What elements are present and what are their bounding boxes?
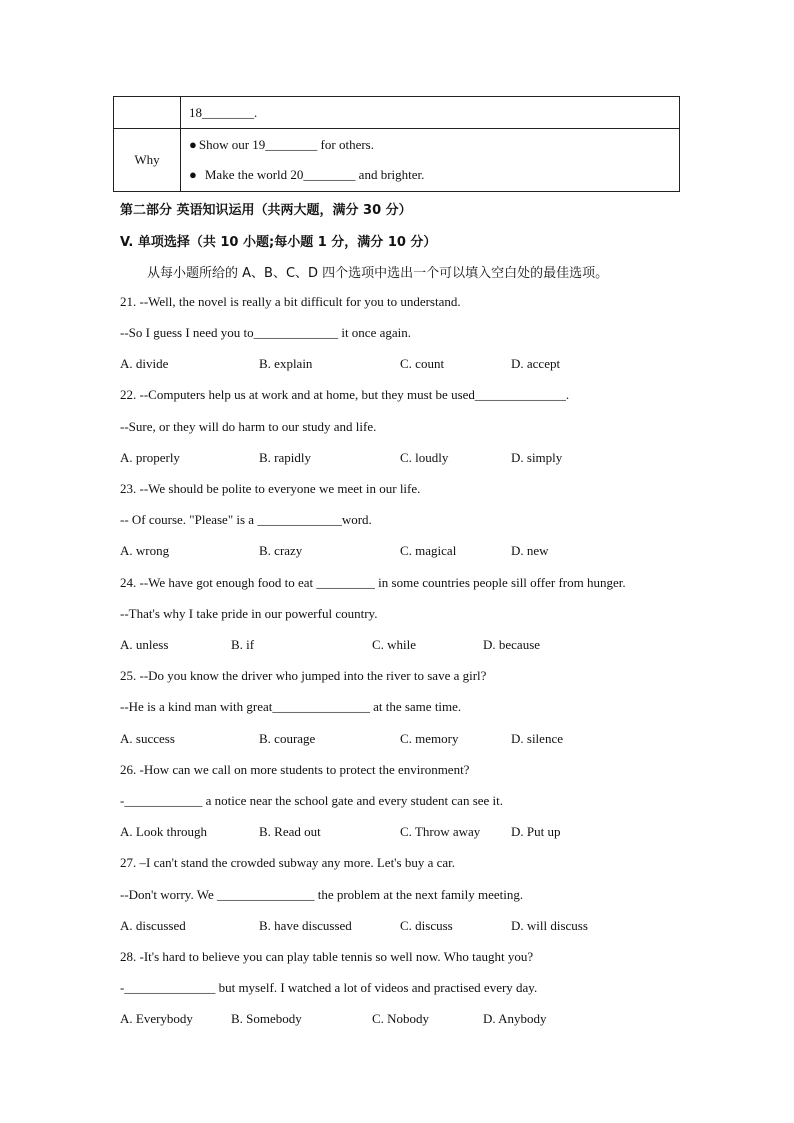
answer-line-22: --Sure, or they will do harm to our study and life.: [120, 419, 377, 434]
option-23-a: A. wrong: [120, 543, 170, 558]
option-28-b: B. Somebody: [231, 1011, 302, 1026]
option-23-b: B. crazy: [259, 543, 303, 558]
option-25-d: D. silence: [511, 731, 563, 746]
question-26: 26. -How can we call on more students to protect the environment?: [120, 762, 470, 777]
option-28-c: C. Nobody: [372, 1011, 430, 1026]
answer-table: [113, 96, 680, 192]
section-5-title: V. 单项选择（共 10 小题;每小题 1 分，满分 10 分）: [120, 235, 437, 250]
table-cell-why-content: [181, 129, 680, 192]
answer-line-23: -- Of course. "Please" is a _____________word.: [120, 512, 372, 527]
option-23-c: C. magical: [400, 543, 457, 558]
answer-line-26: -____________ a notice near the school gate and every student can see it.: [120, 793, 504, 808]
option-27-b: B. have discussed: [259, 918, 352, 933]
answer-line-25: --He is a kind man with great_______________ at the same time.: [120, 699, 462, 714]
option-25-c: C. memory: [400, 731, 459, 746]
option-22-a: A. properly: [120, 450, 180, 465]
why-line-1: [189, 130, 679, 160]
blank-20-text: Make the world 20________ and brighter.: [204, 167, 425, 182]
option-21-a: A. divide: [120, 356, 169, 371]
option-28-a: A. Everybody: [120, 1011, 193, 1026]
option-21-c: C. count: [400, 356, 445, 371]
option-26-d: D. Put up: [511, 824, 561, 839]
table-row: [114, 97, 680, 129]
table-row-why: [114, 129, 680, 192]
option-22-c: C. loudly: [400, 450, 449, 465]
question-24: 24. --We have got enough food to eat _________ in some countries people sill offer from hunger.: [120, 575, 626, 590]
option-23-d: D. new: [511, 543, 549, 558]
question-28: 28. -It's hard to believe you can play table tennis so well now. Who taught you?: [120, 949, 534, 964]
option-21-b: B. explain: [259, 356, 313, 371]
answer-line-24: --That's why I take pride in our powerful country.: [120, 606, 378, 621]
option-26-b: B. Read out: [259, 824, 321, 839]
table-cell-blank-18: 18________.: [181, 97, 680, 129]
question-27: 27. –I can't stand the crowded subway any more. Let's buy a car.: [120, 855, 455, 870]
option-25-b: B. courage: [259, 731, 316, 746]
table-row-label: [114, 97, 181, 129]
option-27-c: C. discuss: [400, 918, 453, 933]
question-25: 25. --Do you know the driver who jumped into the river to save a girl?: [120, 668, 487, 683]
option-21-d: D. accept: [511, 356, 561, 371]
table-row-label-why: Why: [114, 129, 181, 192]
option-25-a: A. success: [120, 731, 175, 746]
option-24-d: D. because: [483, 637, 541, 652]
option-26-a: A. Look through: [120, 824, 208, 839]
option-26-c: C. Throw away: [400, 824, 481, 839]
option-22-d: D. simply: [511, 450, 563, 465]
option-28-d: D. Anybody: [483, 1011, 547, 1026]
bullet-icon: ●: [189, 137, 197, 152]
option-24-c: C. while: [372, 637, 417, 652]
option-24-b: B. if: [231, 637, 255, 652]
blank-19-text: Show our 19________ for others.: [198, 137, 374, 152]
option-22-b: B. rapidly: [259, 450, 311, 465]
answer-line-27: --Don't worry. We _______________ the problem at the next family meeting.: [120, 887, 524, 902]
why-line-2: [189, 160, 679, 190]
question-21: 21. --Well, the novel is really a bit difficult for you to understand.: [120, 294, 461, 309]
option-27-d: D. will discuss: [511, 918, 588, 933]
answer-line-28: -______________ but myself. I watched a lot of videos and practised every day.: [120, 980, 538, 995]
option-24-a: A. unless: [120, 637, 169, 652]
question-22: 22. --Computers help us at work and at home, but they must be used______________.: [120, 387, 570, 402]
bullet-icon: ●: [189, 167, 197, 182]
question-23: 23. --We should be polite to everyone we meet in our life.: [120, 481, 421, 496]
part-2-title: 第二部分 英语知识运用（共两大题，满分 30 分）: [120, 203, 412, 218]
answer-line-21: --So I guess I need you to_____________ it once again.: [120, 325, 412, 340]
section-instructions: 从每小题所给的 A、B、C、D 四个选项中选出一个可以填入空白处的最佳选项。: [147, 266, 609, 281]
option-27-a: A. discussed: [120, 918, 186, 933]
